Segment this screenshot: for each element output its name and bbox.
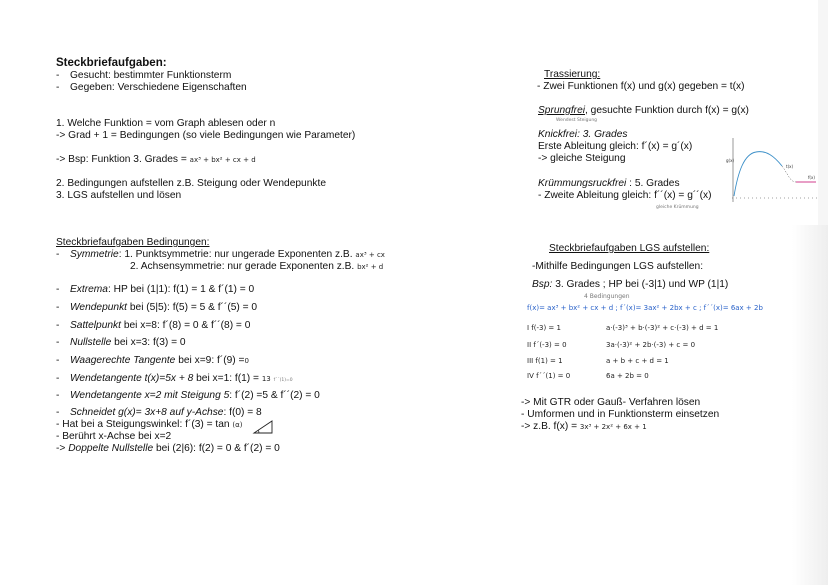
lgs-row-rhs: a·(-3)³ + b·(-3)² + c·(-3) + d = 1 (606, 324, 719, 332)
lgs-row-rhs: a + b + c + d = 1 (606, 357, 669, 365)
knickfrei-line-2: Erste Ableitung gleich: f´(x) = g´(x) (538, 141, 693, 152)
bsp-handwriting: ax³ + bx² + cx + d (189, 156, 256, 164)
knickfrei-label: Knickfrei (538, 129, 578, 140)
kruemmung-text: : 5. Grades (626, 178, 680, 189)
wendetangente-1-handwriting: 13 (261, 375, 271, 383)
nullstelle-label: Nullstelle (70, 337, 112, 348)
lgs-bsp-text: 3. Grades ; HP bei (-3|1) und WP (1|1) (552, 279, 729, 290)
lgs-function-line: f(x)= ax³ + bx² + cx + d ; f´(x)= 3ax² + 2bx + c ; f´´(x)= 6ax + 2b (527, 304, 763, 312)
bsp-text: -> Bsp: Funktion 3. Grades = (56, 154, 187, 165)
waagerecht-text: bei x=9: f´(9) = (175, 355, 245, 366)
trassierung-graph (726, 132, 820, 204)
kruemmung-line-2: - Zweite Ableitung gleich: f´´(x) = g´´(x) (538, 190, 712, 201)
schneidet-label: Schneidet g(x)= 3x+8 auf y-Achse (70, 407, 224, 418)
step-3: 3. LGS aufstellen und lösen (56, 190, 182, 201)
wendepunkt-text: bei (5|5): f(5) = 5 & f´´(5) = 0 (127, 302, 258, 313)
steigungswinkel-line (56, 419, 242, 431)
symmetry-label: Symmetrie (70, 249, 119, 260)
knickfrei-line (538, 129, 627, 141)
waagerecht-handwriting: 0 (244, 357, 249, 365)
lgs-row-rhs: 3a·(-3)² + 2b·(-3) + c = 0 (606, 341, 696, 349)
symmetry-2-handwriting: bx² + d (357, 263, 384, 271)
waagerecht-line: - Waagerechte Tangente bei x=9: f´(9) =0 (56, 355, 249, 366)
wendetangente-1-text: bei x=1: f(1) = (193, 373, 259, 384)
gegeben-text: Gegeben: Verschiedene Eigenschaften (70, 82, 247, 93)
knickfrei-text: : 3. Grades (577, 129, 628, 140)
sprungfrei-text: , gesuchte Funktion durch f(x) = g(x) (585, 105, 749, 116)
lgs-row-lhs: I f(-3) = 1 (527, 324, 561, 332)
step-2: 2. Bedingungen aufstellen z.B. Steigung oder Wendepunkte (56, 178, 326, 189)
lgs-line-1: -Mithilfe Bedingungen LGS aufstellen: (532, 261, 704, 272)
symmetry-line-2 (130, 261, 383, 273)
symmetry-line-1: - Symmetrie: 1. Punktsymmetrie: nur ungerade Exponenten z.B. ax³ + cx (56, 249, 385, 260)
lgs-row-rhs: 6a + 2b = 0 (606, 372, 649, 380)
doppelt-text: bei (2|6): f(2) = 0 & f´(2) = 0 (153, 443, 280, 454)
extrema-text: : HP bei (1|1): f(1) = 1 & f´(1) = 0 (107, 284, 255, 295)
step-1: 1. Welche Funktion = vom Graph ablesen oder n (56, 118, 276, 129)
doppelt-label: Doppelte Nullstelle (68, 443, 154, 454)
gesucht-text: Gesucht: bestimmter Funktionsterm (70, 70, 232, 81)
symmetry-1-text: : 1. Punktsymmetrie: nur ungerade Exponenten z.B. (118, 249, 353, 260)
kruemmung-line (538, 178, 680, 190)
wendetangente-2-label: Wendetangente x=2 mit Steigung 5 (70, 390, 230, 401)
nullstelle-line: - Nullstelle bei x=3: f(3) = 0 (56, 337, 186, 348)
trassierung-text: - Zwei Funktionen f(x) und g(x) gegeben = t(x) (537, 81, 745, 92)
page-shadow (792, 225, 828, 585)
sprungfrei-label: Sprungfrei (538, 105, 586, 116)
page-title: Steckbriefaufgaben: (56, 57, 167, 69)
wendepunkt-label: Wendepunkt (70, 302, 128, 313)
extrema-label: Extrema (70, 284, 108, 295)
gegeben-line: - Gegeben: Verschiedene Eigenschaften (56, 82, 247, 93)
umform-line: - Umformen und in Funktionsterm einsetzen (521, 409, 720, 420)
trassierung-title: Trassierung: (544, 69, 601, 80)
kruemmung-note: gleiche Krümmung (656, 205, 699, 210)
wendetangente-2-text: : f´(2) =5 & f´´(2) = 0 (229, 390, 320, 401)
zb-line (521, 421, 647, 433)
steigungswinkel-handwriting: (α) (232, 421, 243, 429)
schneidet-text: : f(0) = 8 (223, 407, 262, 418)
extrema-line: - Extrema: HP bei (1|1): f(1) = 1 & f´(1) = 0 (56, 284, 255, 295)
beruehrt-line: - Berührt x-Achse bei x=2 (56, 431, 172, 442)
symmetry-2-text: 2. Achsensymmetrie: nur gerade Exponenten z.B. (130, 261, 355, 272)
bsp-line (56, 154, 256, 166)
wendepunkt-line: - Wendepunkt bei (5|5): f(5) = 5 & f´´(5) = 0 (56, 302, 258, 313)
lgs-bsp-note: 4 Bedingungen (584, 293, 630, 300)
angle-triangle-icon (252, 419, 274, 435)
waagerecht-label: Waagerechte Tangente (70, 355, 176, 366)
wendetangente-1-note: f´´(1)=0 (273, 378, 293, 383)
steigungswinkel-text: - Hat bei a Steigungswinkel: f´(3) = tan (56, 419, 230, 430)
lgs-title: Steckbriefaufgaben LGS aufstellen: (549, 243, 710, 254)
conditions-title: Steckbriefaufgaben Bedingungen: (56, 237, 210, 248)
lgs-row-lhs: IV f´´(1) = 0 (527, 372, 571, 380)
wendetangente-1-line: - Wendetangente t(x)=5x + 8 bei x=1: f(1) = 13 f´´(1)=0 (56, 373, 293, 384)
symmetry-1-handwriting: ax³ + cx (355, 251, 385, 259)
lgs-row-lhs: III f(1) = 1 (527, 357, 563, 365)
sattelpunkt-text: bei x=8: f´(8) = 0 & f´´(8) = 0 (120, 320, 251, 331)
lgs-bsp-line (532, 279, 728, 291)
wendetangente-2-line: - Wendetangente x=2 mit Steigung 5: f´(2) =5 & f´´(2) = 0 (56, 390, 320, 401)
sprungfrei-note: Wendest Steigung (556, 118, 598, 123)
lgs-bsp-label: Bsp: (532, 279, 553, 290)
graph-label-f: f(x) (808, 175, 815, 180)
schneidet-line: - Schneidet g(x)= 3x+8 auf y-Achse: f(0) = 8 (56, 407, 262, 418)
wendetangente-1-label: Wendetangente t(x)=5x + 8 (70, 373, 194, 384)
sattelpunkt-label: Sattelpunkt (70, 320, 121, 331)
graph-label-t: t(x) (786, 164, 794, 169)
gesucht-line: - Gesucht: bestimmter Funktionsterm (56, 70, 232, 81)
step-1b: -> Grad + 1 = Bedingungen (so viele Bedingungen wie Parameter) (56, 130, 356, 141)
sattelpunkt-line: - Sattelpunkt bei x=8: f´(8) = 0 & f´´(8) = 0 (56, 320, 251, 331)
zb-text: -> z.B. f(x) = (521, 421, 578, 432)
nullstelle-text: bei x=3: f(3) = 0 (111, 337, 186, 348)
doppelt-line (56, 443, 280, 455)
doppelt-arrow: -> (56, 443, 66, 454)
zb-handwriting: 3x³ + 2x² + 6x + 1 (579, 423, 647, 431)
gtr-line: -> Mit GTR oder Gauß- Verfahren lösen (521, 397, 701, 408)
graph-label-g: g(x) (726, 158, 735, 163)
lgs-row-lhs: II f´(-3) = 0 (527, 341, 567, 349)
kruemmung-label: Krümmungsruckfrei (538, 178, 627, 189)
knickfrei-line-3: -> gleiche Steigung (538, 153, 626, 164)
